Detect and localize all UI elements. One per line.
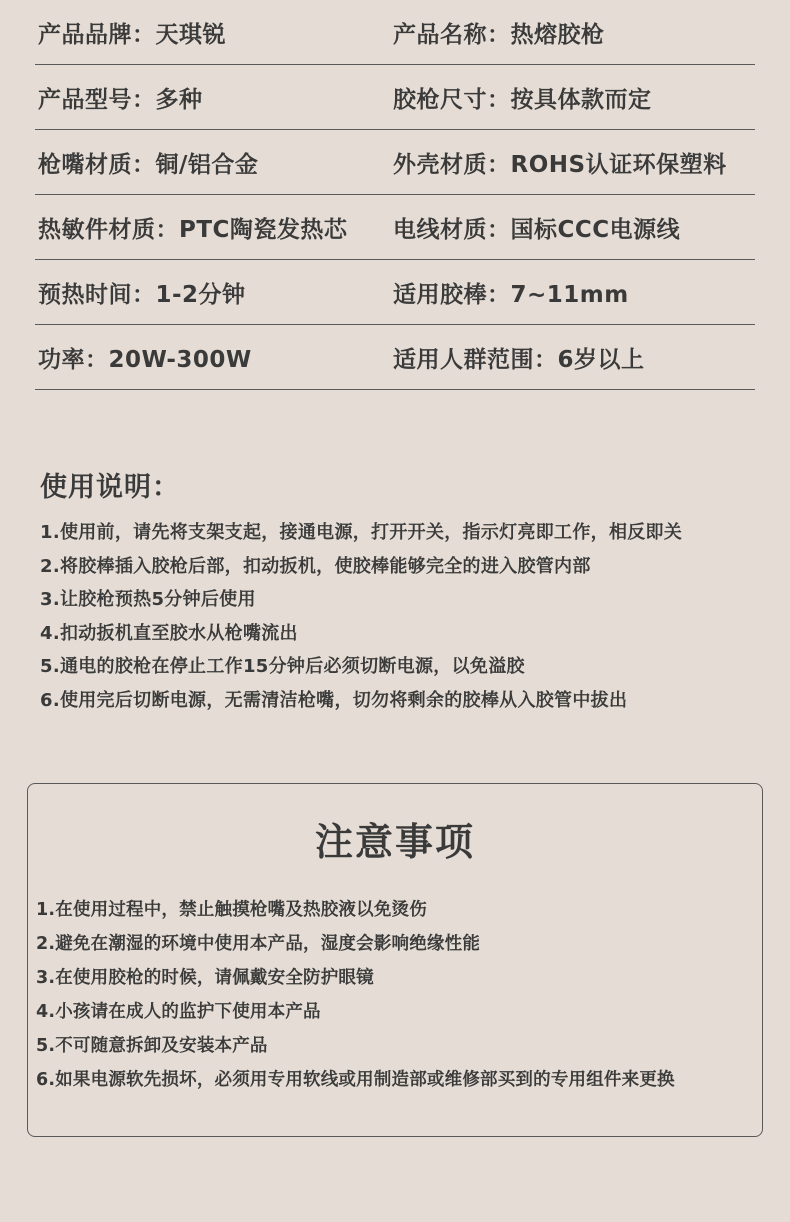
notice-item: 1.在使用过程中，禁止触摸枪嘴及热胶液以免烫伤: [36, 900, 427, 920]
usage-item: 1.使用前，请先将支架支起，接通电源，打开开关，指示灯亮即工作，相反即关: [40, 522, 683, 543]
spec-shell-material: 外壳材质：ROHS认证环保塑料: [393, 152, 727, 178]
usage-item: 5.通电的胶枪在停止工作15分钟后必须切断电源，以免溢胶: [40, 656, 525, 677]
spec-row: [35, 325, 755, 390]
spec-row: [35, 65, 755, 130]
notice-item: 6.如果电源软先损坏，必须用专用软线或用制造部或维修部买到的专用组件来更换: [36, 1070, 675, 1090]
spec-gun-size: 胶枪尺寸：按具体款而定: [393, 87, 652, 113]
notice-item: 2.避免在潮湿的环境中使用本产品，湿度会影响绝缘性能: [36, 934, 481, 954]
spec-power: 功率：20W-300W: [38, 347, 252, 373]
spec-row: [35, 260, 755, 325]
spec-product-name: 产品名称：热熔胶枪: [393, 22, 605, 48]
spec-heating-element: 热敏件材质：PTC陶瓷发热芯: [38, 217, 348, 243]
spec-table: [35, 0, 755, 390]
notice-title: 注意事项: [314, 820, 475, 864]
spec-row: [35, 195, 755, 260]
spec-age-range: 适用人群范围：6岁以上: [393, 347, 645, 373]
notice-item: 3.在使用胶枪的时候，请佩戴安全防护眼镜: [36, 968, 374, 988]
usage-item: 4.扣动扳机直至胶水从枪嘴流出: [40, 622, 298, 644]
spec-brand: 产品品牌：天琪锐: [38, 22, 226, 48]
usage-item: 3.让胶枪预热5分钟后使用: [40, 589, 256, 610]
notice-box: [27, 783, 763, 1137]
usage-item: 6.使用完后切断电源，无需清洁枪嘴，切勿将剩余的胶棒从入胶管中拔出: [40, 689, 628, 711]
usage-title: 使用说明：: [40, 472, 180, 503]
notice-item: 5.不可随意拆卸及安装本产品: [36, 1036, 268, 1056]
spec-model: 产品型号：多种: [38, 87, 203, 113]
usage-item: 2.将胶棒插入胶枪后部，扣动扳机，使胶棒能够完全的进入胶管内部: [40, 555, 591, 577]
spec-row: [35, 0, 755, 65]
notice-list: [36, 893, 675, 1097]
spec-nozzle-material: 枪嘴材质：铜/铝合金: [38, 152, 259, 178]
spec-glue-stick: 适用胶棒：7~11mm: [393, 282, 629, 308]
spec-cable-material: 电线材质：国标CCC电源线: [393, 217, 681, 243]
spec-row: [35, 130, 755, 195]
usage-list: [40, 516, 760, 717]
notice-item: 4.小孩请在成人的监护下使用本产品: [36, 1002, 321, 1022]
usage-section: [40, 470, 760, 717]
spec-preheat-time: 预热时间：1-2分钟: [38, 282, 246, 308]
